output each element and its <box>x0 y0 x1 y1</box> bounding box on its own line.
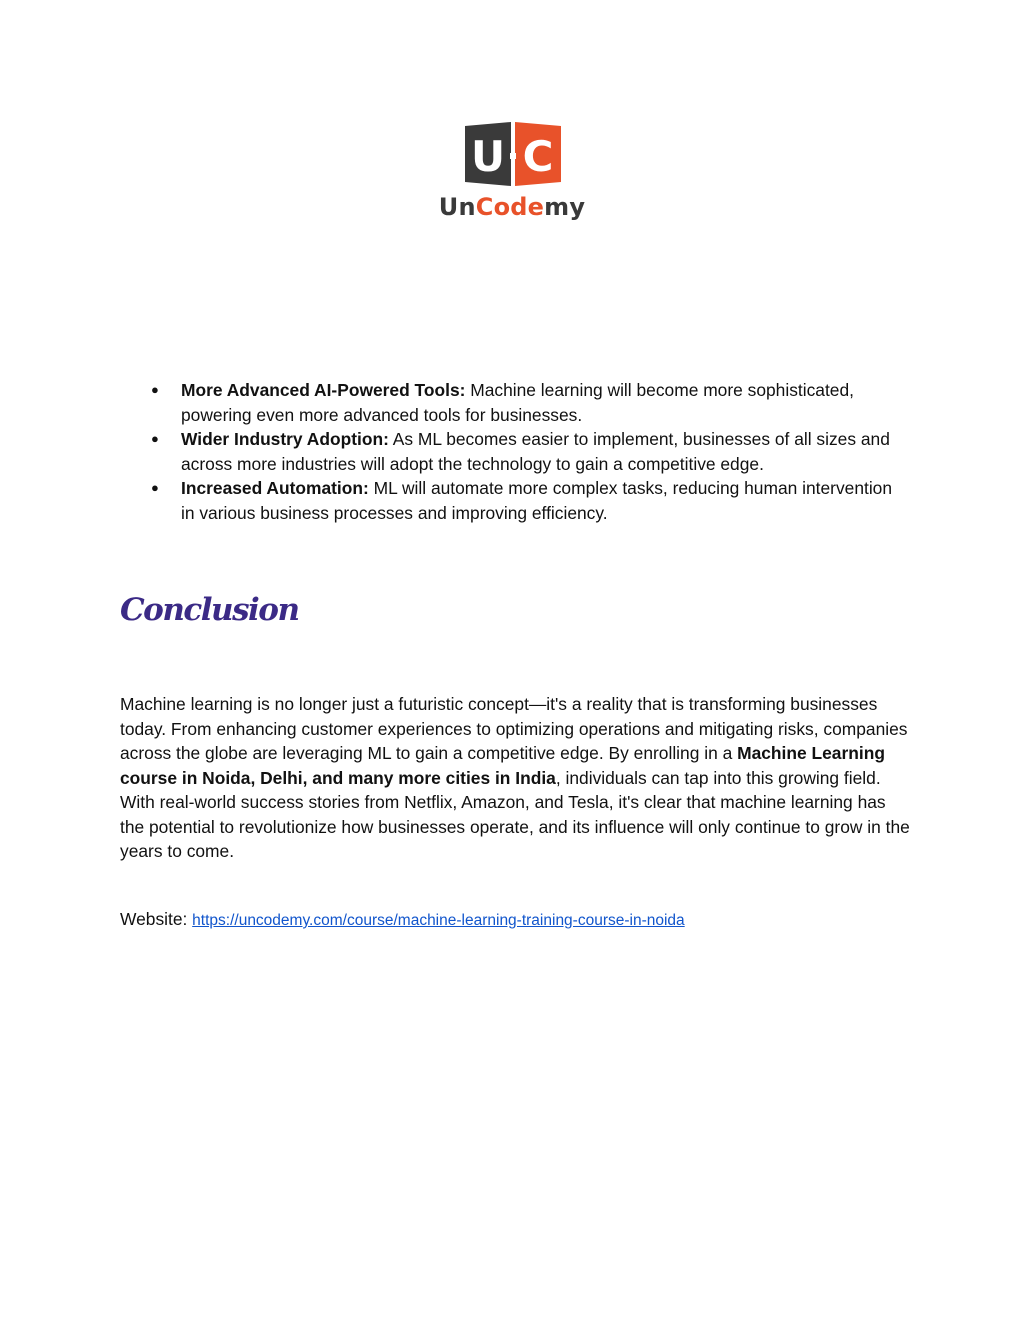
website-label: Website: <box>120 909 193 929</box>
list-item-text: As ML becomes easier to implement, businesses of all sizes and across more industries will adopt the technology to gain a competitive edge. <box>181 429 890 474</box>
uc-logo-mark <box>465 122 561 186</box>
list-item-text: ML will automate more complex tasks, reducing human intervention in various business processes and improving efficiency. <box>181 478 893 523</box>
paragraph-text-start: Machine learning is no longer just a futuristic concept—it's a reality that is transforming businesses today. From enhancing customer experiences to optimizing operations and mitigating risks, companies across the globe are leveraging ML to gain a competitive edge. By enrolling in a <box>120 694 908 763</box>
paragraph-bold-course: Machine Learning course in Noida, Delhi, and many more cities in India <box>120 743 885 788</box>
conclusion-heading: Conclusion <box>120 592 299 628</box>
bullet-icon: ● <box>151 480 159 495</box>
logo-center-dot <box>510 153 516 159</box>
list-item <box>120 378 910 427</box>
list-item <box>120 427 910 476</box>
logo-letter-c: C <box>522 132 554 181</box>
logo-wordmark-un: Un <box>438 193 476 221</box>
website-link[interactable]: https://uncodemy.com/course/machine-learning-training-course-in-noida <box>192 912 685 929</box>
future-trends-list <box>120 378 910 525</box>
logo-letter-u: U <box>470 132 506 181</box>
conclusion-paragraph <box>120 692 910 864</box>
list-item-title: Increased Automation: <box>181 478 369 498</box>
website-line <box>120 906 910 934</box>
bullet-icon: ● <box>151 382 159 397</box>
list-item <box>120 476 910 525</box>
list-item-text: Machine learning will become more sophisticated, powering even more advanced tools for businesses. <box>181 380 854 425</box>
logo-wordmark-code: Code <box>475 193 545 221</box>
list-item-title: More Advanced AI-Powered Tools: <box>181 380 466 400</box>
logo-wordmark-my: my <box>544 193 586 221</box>
logo-wordmark <box>434 192 590 222</box>
bullet-icon: ● <box>151 431 159 446</box>
list-item-title: Wider Industry Adoption: <box>181 429 389 449</box>
paragraph-text-end: , individuals can tap into this growing field. With real-world success stories from Netflix, Amazon, and Tesla, it's clear that machine learning has the potential to revolutionize how businesses operate, and its influence will only continue to grow in the years to come. <box>120 767 910 861</box>
uncodemy-logo <box>434 122 590 224</box>
